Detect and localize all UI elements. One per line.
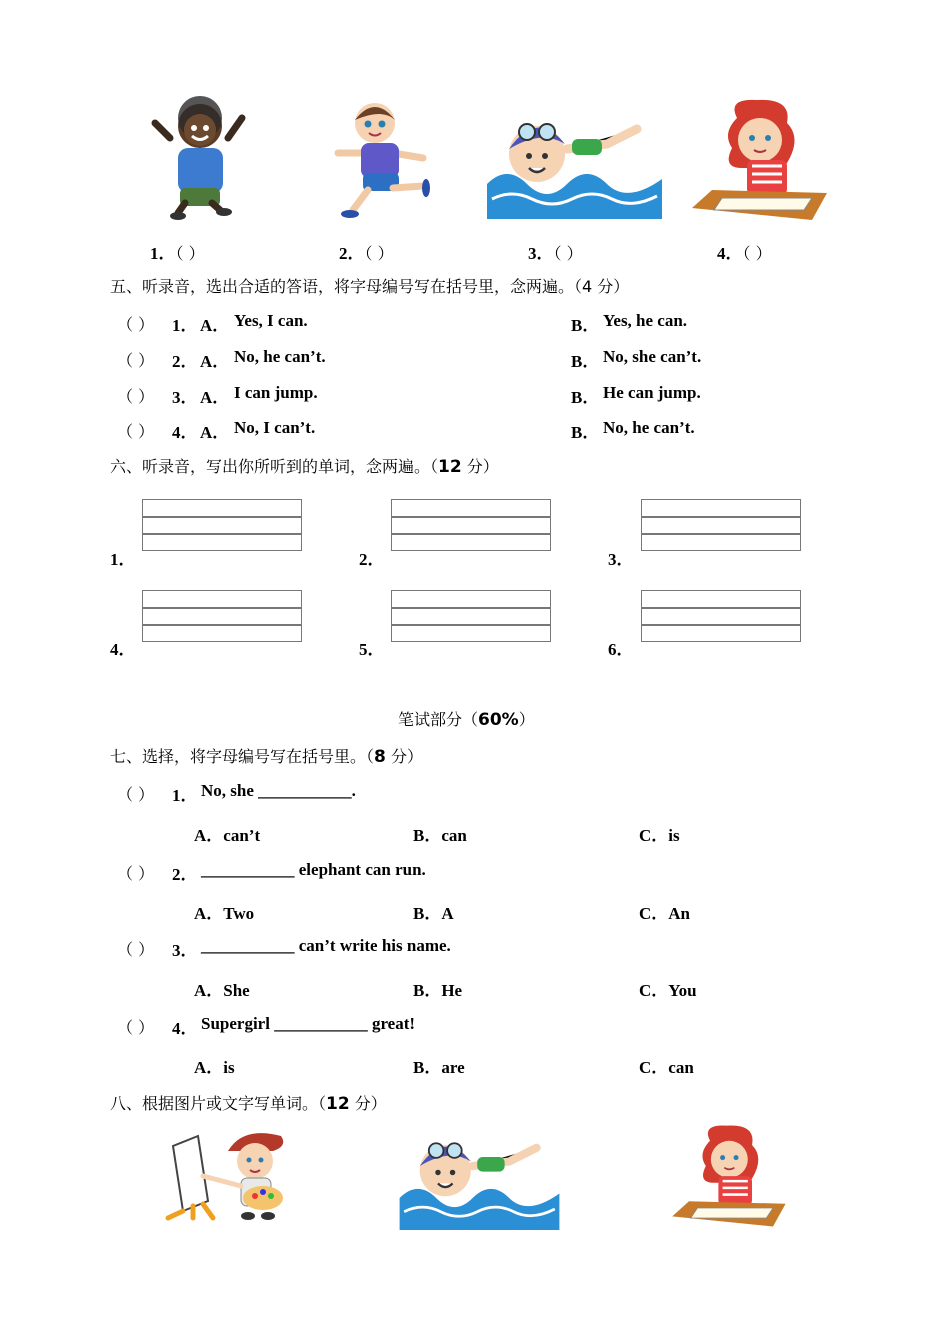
blank-3-writing-lines[interactable] — [641, 499, 801, 551]
blank-5-label: 5． — [359, 640, 385, 659]
blank-6-writing-lines[interactable] — [641, 590, 801, 642]
option-b: B．are — [413, 1058, 465, 1077]
picture-2-label: 2．（ ） — [339, 244, 394, 263]
picture-3-label: 3．（ ） — [528, 244, 583, 263]
swimming-boy-picture — [487, 104, 662, 219]
blank-4-writing-lines[interactable] — [142, 590, 302, 642]
option-a: A．is — [194, 1058, 235, 1077]
option-a: A．Two — [194, 904, 255, 923]
painting-boy-picture — [163, 1126, 293, 1221]
writing-girl-picture — [692, 98, 832, 223]
jumping-boy-picture — [150, 98, 250, 223]
section6-title: 六、听录音，写出你所听到的单词，念两遍。（12 分） — [110, 457, 499, 477]
blank-2-label: 2． — [359, 550, 385, 569]
swimming-boy-picture — [392, 1125, 567, 1230]
blank-6-label: 6． — [608, 640, 634, 659]
blank-5-writing-lines[interactable] — [391, 590, 551, 642]
writing-girl-picture — [672, 1124, 790, 1229]
section5-title: 五、听录音，选出合适的答语，将字母编号写在括号里，念两遍。（4 分） — [110, 277, 630, 296]
option-b: B．A — [413, 904, 454, 923]
option-c: C．You — [639, 981, 697, 1000]
option-a: A．can’t — [194, 826, 261, 845]
section8-title: 八、根据图片或文字写单词。（12 分） — [110, 1094, 387, 1114]
blank-1-writing-lines[interactable] — [142, 499, 302, 551]
option-c: C．can — [639, 1058, 694, 1077]
blank-4-label: 4． — [110, 640, 136, 659]
section7-title: 七、选择，将字母编号写在括号里。（8 分） — [110, 747, 423, 767]
option-c: C．An — [639, 904, 691, 923]
option-b: B．can — [413, 826, 467, 845]
option-a: A．She — [194, 981, 250, 1000]
blank-1-label: 1． — [110, 550, 136, 569]
written-part-title: 笔试部分（60%） — [398, 710, 535, 730]
option-c: C．is — [639, 826, 680, 845]
blank-3-label: 3． — [608, 550, 634, 569]
picture-4-label: 4．（ ） — [717, 244, 772, 263]
option-b: B．He — [413, 981, 463, 1000]
blank-2-writing-lines[interactable] — [391, 499, 551, 551]
running-boy-picture — [328, 98, 438, 223]
picture-1-label: 1．（ ） — [150, 244, 205, 263]
